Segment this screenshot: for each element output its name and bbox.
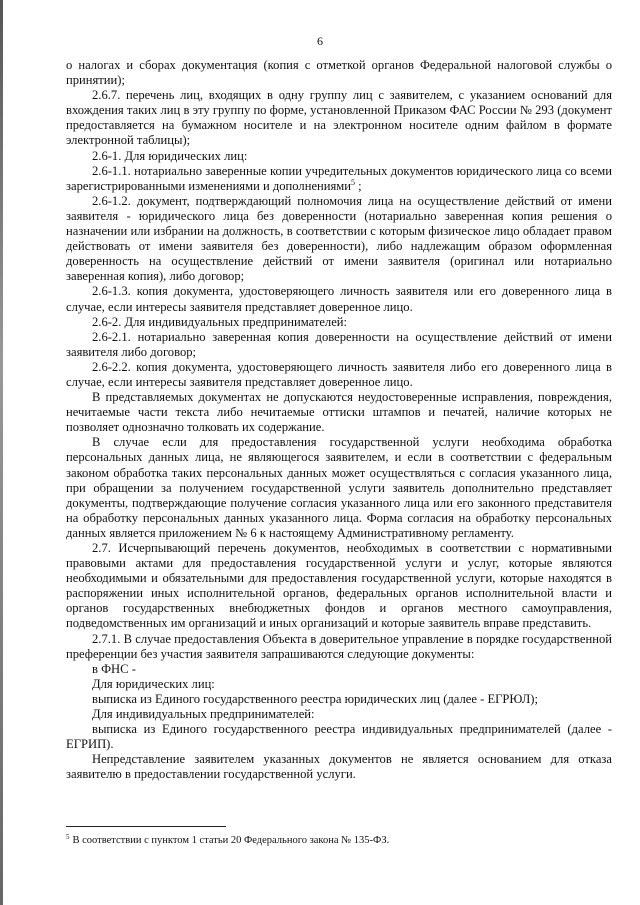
paragraph: 2.6-1.2. документ, подтверждающий полномочия лица на осуществление действий от имени заявителя - юридического лица без доверенности (нотариально заверенная копия решения о назначении или избрании на должность, в соответствии с которым физическое лицо обладает правом действовать от имени заявителя без доверенности), либо надлежащим образом оформленная доверенность на осуществление действий от имени заявителя (оригинал или нотариально заверенная копия), либо договор; [66, 193, 612, 284]
paragraph: Для юридических лиц: [92, 676, 215, 691]
paragraph [66, 164, 612, 194]
scan-edge [0, 0, 3, 905]
paragraph: выписка из Единого государственного реестра индивидуальных предпринимателей (далее - ЕГРИП). [66, 722, 612, 752]
paragraph: о налогах и сборах документация (копия с отметкой органов Федеральной налоговой службы о принятии); [66, 58, 612, 88]
document-body [66, 58, 612, 783]
footnote-mark: 5 [66, 832, 70, 841]
paragraph: В случае если для предоставления государственной услуги необходима обработка персональных данных лица, не являющегося заявителем, и если в соответствии с федеральным законом обработка таких персональных данных может осуществляться с согласия указанного лица, при обращении за получением государственной услуги заявитель дополнительно представляет документы, подтверждающие получение согласия указанного лица или его законного представителя на обработку персональных данных указанного лица. Форма согласия на обработку персональных данных является приложением № 6 к настоящему Административному регламенту. [66, 435, 612, 540]
paragraph: 2.6-2.1. нотариально заверенная копия доверенности на осуществление действий от имени заявителя либо договор; [66, 329, 612, 359]
paragraph: 2.6.7. перечень лиц, входящих в одну группу лиц с заявителем, с указанием оснований для вхождения таких лиц в эту группу по форме, установленной Приказом ФАС России № 293 (документ предоставляется на бумажном носителе и на электронном носителе одним файлом в формате электронной таблицы); [66, 88, 612, 148]
footnote-reference: 5 [351, 177, 356, 187]
paragraph: В представляемых документах не допускаются неудостоверенные исправления, повреждения, нечитаемые части текста либо нечитаемые оттиски штампов и печатей, наличие которых не позволяет однозначно толковать их содержание. [66, 390, 612, 435]
section-heading: 2.6-1. Для юридических лиц: [92, 148, 248, 163]
section-heading: 2.6-2. Для индивидуальных предпринимателей: [92, 314, 348, 329]
paragraph: 2.7. Исчерпывающий перечень документов, необходимых в соответствии с нормативными правовыми актами для предоставления государственной услуги и услуг, которые являются необходимыми и обязательными для предоставления государственной услуги, которые находятся в распоряжении иных исполнительной органов, федеральных органов исполнительной власти и органов государственных внебюджетных фондов и органов местного самоуправления, подведомственных им организаций и иных организаций и которые заявитель вправе представить. [66, 541, 612, 631]
paragraph: Непредставление заявителем указанных документов не является основанием для отказа заявителю в предоставлении государственной услуги. [66, 752, 612, 782]
paragraph: 2.6-2.2. копия документа, удостоверяющего личность заявителя либо его доверенного лица в случае, если интересы заявителя представляет доверенное лицо. [66, 359, 612, 389]
paragraph-text: 2.6-1.1. нотариально заверенные копии учредительных документов юридического лица со всеми зарегистрированными изменениями и дополнениями [66, 163, 612, 193]
paragraph: 2.7.1. В случае предоставления Объекта в доверительное управление в порядке государственной преференции без участия заявителя запрашиваются следующие документы: [66, 631, 612, 661]
paragraph: 2.6-1.3. копия документа, удостоверяющего личность заявителя или его доверенного лица в случае, если интересы заявителя представляет доверенное лицо. [66, 284, 612, 314]
paragraph-suffix: ; [355, 178, 362, 193]
paragraph: Для индивидуальных предпринимателей: [92, 707, 315, 722]
page-number: 6 [317, 34, 323, 48]
paragraph: выписка из Единого государственного реестра юридических лиц (далее - ЕГРЮЛ); [92, 691, 538, 706]
footnote-divider [66, 826, 226, 827]
paragraph: в ФНС - [92, 661, 136, 676]
footnote [66, 834, 612, 847]
footnote-text: В соответствии с пунктом 1 статьи 20 Федерального закона № 135-ФЗ. [72, 835, 390, 846]
